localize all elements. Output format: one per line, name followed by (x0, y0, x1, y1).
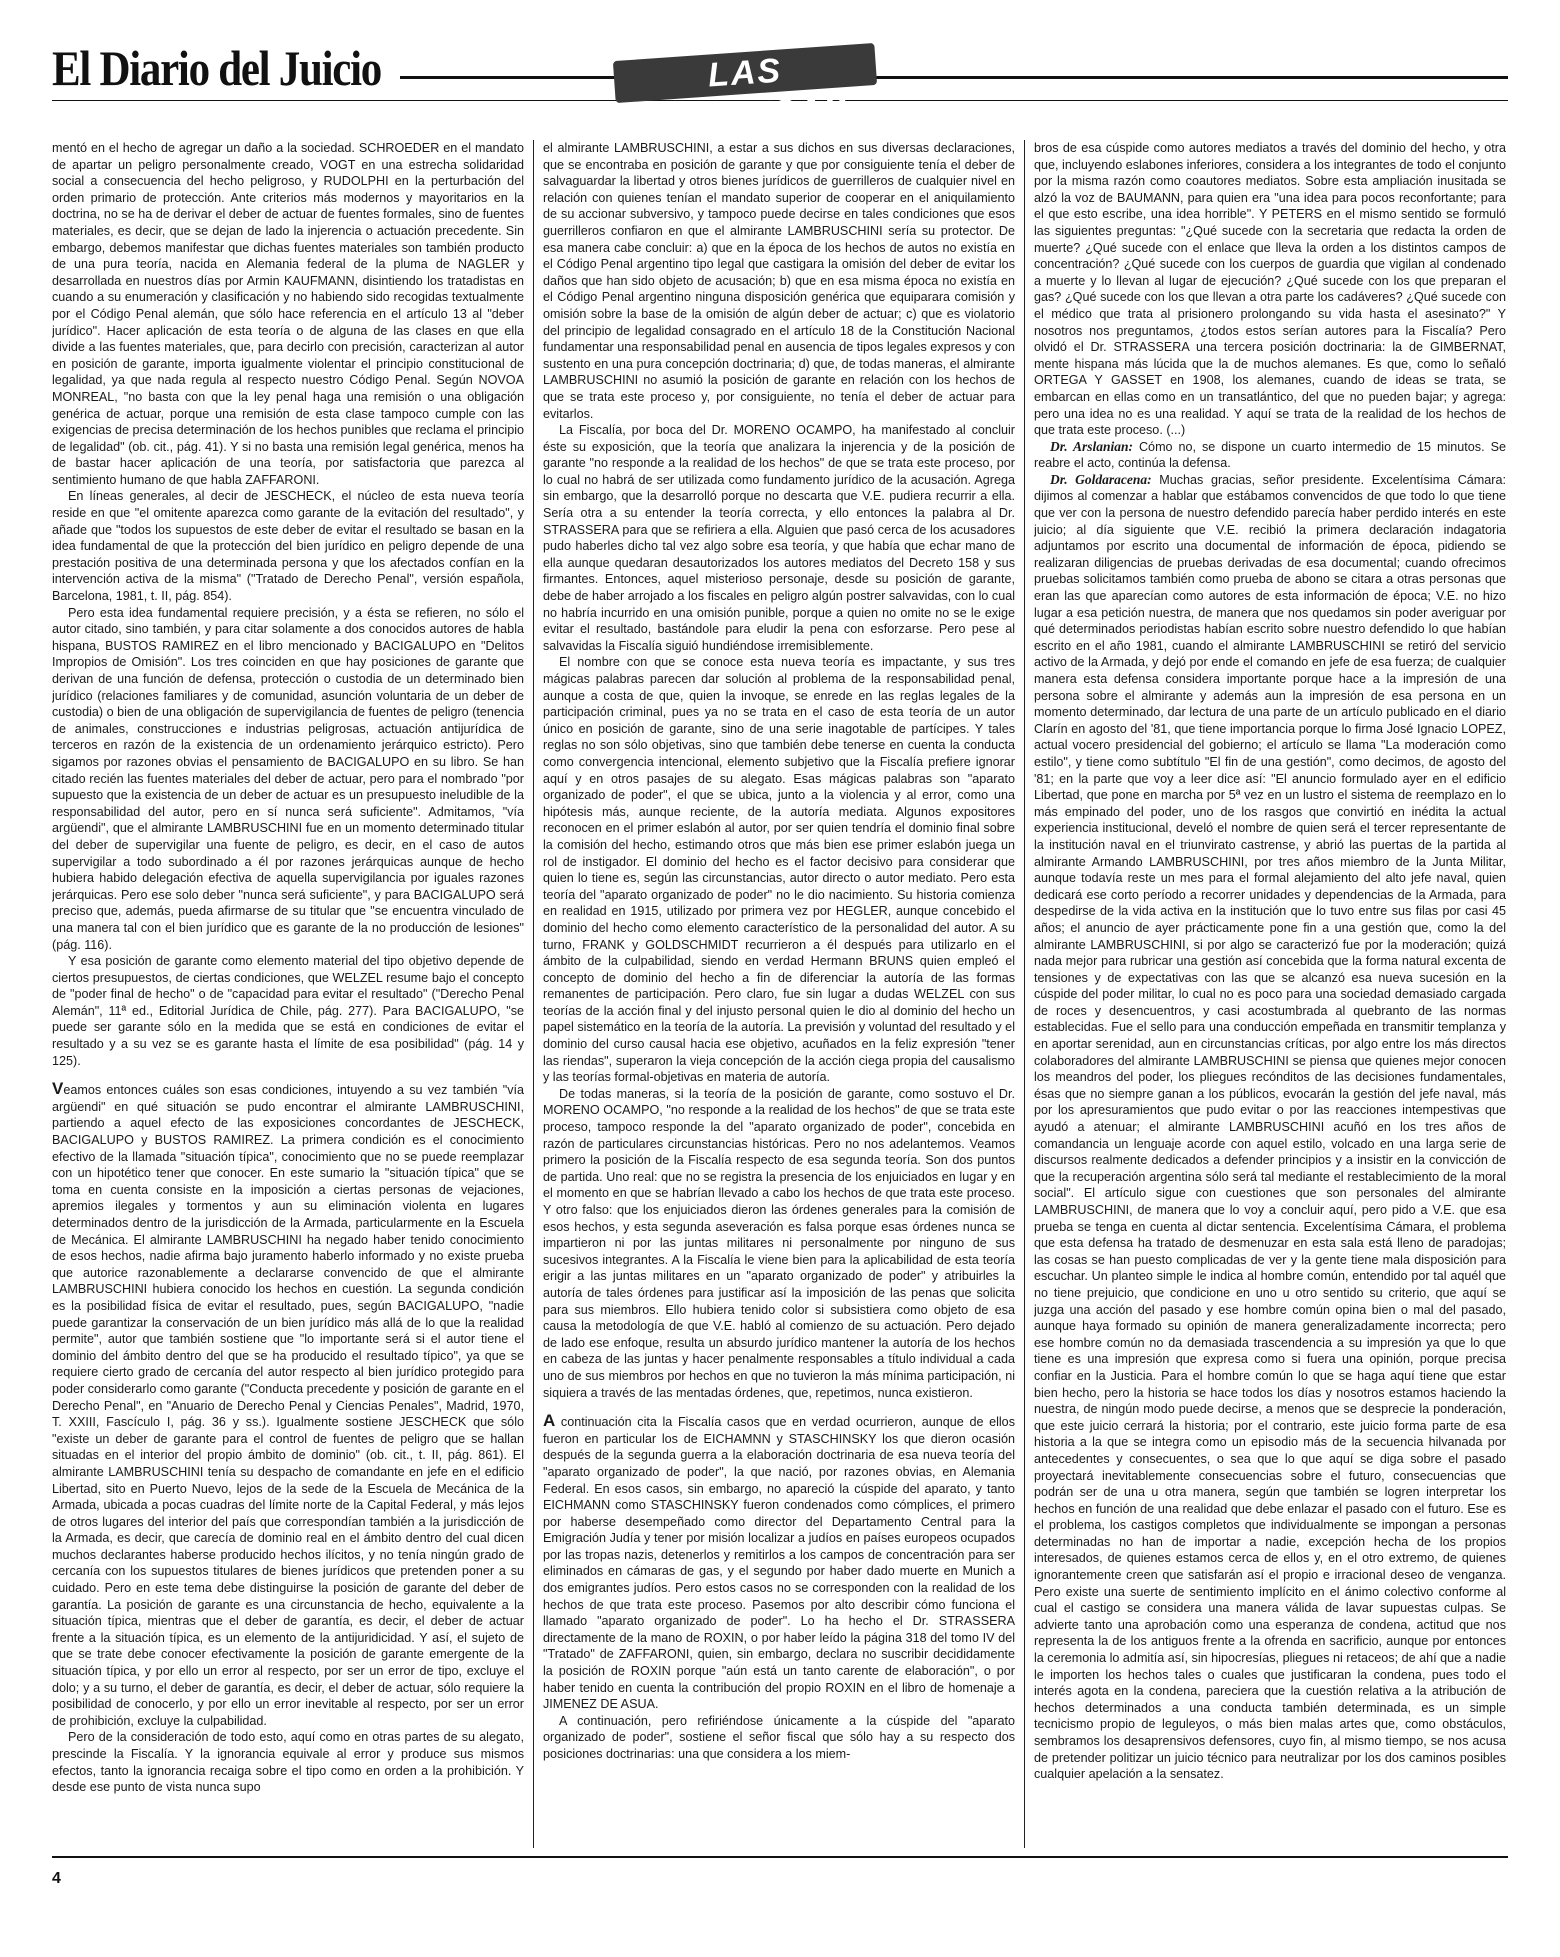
paragraph: El nombre con que se conoce esta nueva teoría es impactante, y sus tres mágicas palabras parecen dar solución al problema de la responsabilidad penal, aunque a costa de que, quien la invoque, se enrede en las reglas legales de la participación criminal, pues ya no se trata en el caso de esta teoría de un autor único en posición de garante, sino de una serie inagotable de partícipes. Y tales reglas no son sólo objetivas, sino que también debe tenerse en cuenta la conducta como convergencia intencional, elemento subjetivo que la Fiscalía prefiere ignorar aquí y en otros pasajes de su alegato. Esas mágicas palabras son "aparato organizado de poder", el que se ubica, junto a la violencia y al error, como una hipótesis más, aunque reciente, de la autoría mediata. Algunos expositores reconocen en el primer eslabón al autor, por ser quien tendría el dominio final sobre la comisión del hecho, estimando otros que más bien ese primer eslabón juega un rol de instigador. El dominio del hecho es el factor decisivo para considerar que quien lo tiene es, según las circunstancias, autor directo o autor mediato. Pero esta teoría del "aparato organizado de poder" no le dio nacimiento. Su historia comienza en realidad en 1915, utilizado por primera vez por HEGLER, aunque concebido el dominio del hecho como elemento característico de la personalidad del autor. A su turno, FRANK y GOLDSCHMIDT recurrieron a él después para utilizarlo en el ámbito de la culpabilidad, siendo en verdad Hermann BRUNS quien empleó el concepto de dominio del hecho a fin de diferenciar la autoría de las formas remanentes de participación. Pero claro, fue sin lugar a dudas WELZEL con sus teorías de la acción final y del injusto personal quien le dio al dominio del hecho un papel sistemático en la teoría de la autoría. La previsión y voluntad del resultado y el dominio del curso causal hacia ese objetivo, acuñados en la feliz expresión "tener las riendas", superaron la vieja concepción de la acción ciega propia del causalismo y las teorías formal-objetivas en materia de autoría. (543, 655, 1015, 1085)
page-number: 4 (52, 1870, 61, 1887)
paragraph: En líneas generales, al decir de JESCHECK, el núcleo de esta nueva teoría reside en que "el omitente aparezca como garante de la evitación del resultado", y añade que "todos los supuestos de este deber de evitar el resultado se basan en la idea fundamental de que la protección del bien jurídico en peligro depende de una prestación positiva de una determinada persona y que los afectados confían en la intervención activa de la misma" ("Tratado de Derecho Penal", versión española, Barcelona, 1981, t. II, pág. 854). (52, 489, 524, 604)
speaker-paragraph (1034, 439, 1506, 472)
paragraph: Pero de la consideración de todo esto, aquí como en otras partes de su alegato, prescinde la Fiscalía. Y la ignorancia equivale al error y produce sus mismos efectos, tanto la ignorancia recaiga sobre el tipo como en orden a la prohibición. Y desde ese punto de vista nunca supo (52, 1730, 524, 1795)
section-paragraph (543, 1413, 1015, 1713)
masthead-rule (400, 76, 1508, 79)
paragraph: La Fiscalía, por boca del Dr. MORENO OCAMPO, ha manifestado al concluir éste su exposición, que la teoría que analizara la injerencia y de la posición de garante "no responde a la realidad de los hechos" de que se trata este proceso, por lo cual no habrá de ser utilizada como fundamento jurídico de la acusación. Agrega sin embargo, que la desarrolló porque no descarta que V.E. pudiera recurrir a ella. Sería otra a su entender la teoría correcta, y ello entonces la palabra al Dr. STRASSERA para que se refiriera a ella. Alguien que pasó cerca de los acusadores pudo haberles dicho tal vez algo sobre esa teoría, y que había que echar mano de ella aunque quedaran desautorizados los autores mediatos del Decreto 158 y sus firmantes. Entonces, aquel misterioso personaje, desde su posición de garante, debe de haber arrojado a los fiscales en peligro algún postrer salvavidas, con lo cual no habría incurrido en una omisión punible, porque a quien no omite no se le exige evitar el resultado, bastándole para eludir la pena con esforzarse. Pero pese al salvavidas la Fiscalía siguió hundiéndose irremisiblemente. (543, 423, 1015, 653)
column-1 (52, 140, 524, 1848)
section-banner (613, 43, 877, 141)
column-divider (533, 140, 534, 1848)
paragraph: Pero esta idea fundamental requiere precisión, y a ésta se refieren, no sólo el autor citado, sino también, y para citar solamente a dos conocidos autores de habla hispana, BUSTOS RAMIREZ en el libro mencionado y BACIGALUPO en "Delitos Impropios de Omisión". Los tres coinciden en que hay posiciones de garante que derivan de una función de defensa, protección o custodia de un determinado bien jurídico (relaciones familiares y de comunidad, asunción voluntaria de un deber de custodia) o bien de una obligación de supervigilancia de fuentes de peligro (tenencia de animales, construcciones e industrias peligrosas, actuación antijurídica de terceros en razón de la existencia de un ordenamiento jerárquico estricto). Pero sigamos por razones obvias el pensamiento de BACIGALUPO en su libro. Se han citado recién las fuentes materiales del deber de actuar, pero para el nombrado "por supuesto que la existencia de un deber de actuar es un presupuesto ineludible de la responsabilidad del autor, pero en sí nunca será suficiente". Admitamos, "vía argüendi", que el almirante LAMBRUSCHINI fue en un momento determinado titular del deber de supervigilar una fuente de peligro, es decir, en el caso de autos supervigilar a todo subordinado a él por razones jerárquicas aunque de hecho hubiera habido delegación efectiva de aquella supervigilancia por iguales razones jerárquicas. Pero ese solo deber "nunca será suficiente", y para BACIGALUPO será preciso que, además, pueda afirmarse de su titular que "se encuentra vinculado de una manera tal con el bien jurídico que es garante de la no producción de lesiones" (pág. 116). (52, 605, 524, 952)
speaker-name: Dr. Arslanian: (1050, 438, 1133, 454)
speaker-name: Dr. Goldaracena: (1050, 471, 1152, 487)
paragraph-text: eamos entonces cuáles son esas condiciones, intuyendo a su vez también "vía argüendi" en qué situación se pudo encontrar el almirante LAMBRUSCHINI, partiendo a aquel efecto de las exposiciones concordantes de JESCHECK, BACIGALUPO y BUSTOS RAMIREZ. La primera condición es el conocimiento efectivo de la llamada "situación típica", conocimiento que no se puede reemplazar con un hipotético tener que conocer. En este sumario la "situación típica" que se toma en cuenta consiste en la imposición a ciertas personas de vejaciones, apremios ilegales y tormentos y aun su eliminación violenta en lugares determinados dentro de la jurisdicción de la Armada, particularmente en la Escuela de Mecánica. El almirante LAMBRUSCHINI ha negado haber tenido conocimiento de esos hechos, nadie afirma bajo juramento haberlo informado y no existe prueba que autorice razonablemente a declararse convencido de que el almirante LAMBRUSCHINI hubiera conocido los hechos en cuestión. La segunda condición es la posibilidad física de evitar el resultado, pues, según BACIGALUPO, "nadie puede garantizar la conservación de un bien jurídico más allá de lo que la realidad permite", autor que también sostiene que "lo importante será si el autor tiene el dominio del ámbito dentro del que se ha producido el resultado típico", ya que se requiere cierto grado de cercanía del autor respecto al bien jurídico protegido para poder considerarlo como garante ("Conducta precedente y posición de garante en el Derecho Penal", en "Anuario de Derecho Penal y Ciencias Penales", Madrid, 1970, T. XXIII, Fascículo I, pág. 36 y ss.). Igualmente sostiene JESCHECK que sólo "existe un deber de garante para el control de fuentes de peligro que se hallan situadas en el interior del propio ámbito de dominio" (ob. cit., t. II, pág. 861). El almirante LAMBRUSCHINI tenía su despacho de comandante en jefe en el edificio Libertad, sito en Puerto Nuevo, lejos de la sede de la Escuela de Mecánica de la Armada, ubicada a pocas cuadras del límite norte de la Capital Federal, y más lejos de otros lugares del interior del país que correspondían también a la jurisdicción de la Armada, es decir, que carecía de dominio real en el ámbito dentro del cual dicen muchos declarantes haberse producido hechos ilícitos, y no tenía ningún grado de cercanía con los supuestos titulares de bienes jurídicos que pretenden poner a su cuidado. Pero en este tema debe distinguirse la posición de garante del deber de garantía. La posición de garante es una circunstancia de hecho, equivalente a la situación típica, mientras que el deber de garantía, es decir, el deber de actuar frente a la situación típica, es un elemento de la antijuridicidad. Y así, el sujeto de que se trate debe conocer efectivamente la posición de garante emergente de la situación típica, y por ello un error al respecto, por ser un error de tipo, excluye el dolo; y a su turno, el deber de garantía, es decir, el deber de actuar, sólo requiere la posibilidad de conocerlo, y por ello un error inevitable al respecto, por ser un error de prohibición, excluye la culpabilidad. (52, 1083, 524, 1728)
paragraph: mentó en el hecho de agregar un daño a la sociedad. SCHROEDER en el mandato de apartar un peligro personalmente creado, VOGT en una estrecha solidaridad social a consecuencia del hecho peligroso, y RUDOLPHI en la perturbación del orden primario de protección. Ante criterios más modernos y mayoritarios en la doctrina, no se ha de derivar el deber de actuar de fuentes formales, sino de fuentes materiales, es decir, que se dejan de lado la injerencia o actuación precedente. Sin embargo, debemos manifestar que dichas fuentes materiales son también producto de una pura teoría, nacida en Alemania federal de la pluma de NAGLER y desarrollada en nuestros días por Armin KAUFMANN, disintiendo los tratadistas en cuando a su enumeración y clasificación y no habiendo sido recogidas textualmente por el Código Penal alemán, que sólo hace referencia en el artículo 13 al "deber jurídico". Hacer aplicación de esta teoría o de alguna de las clases en que ella divide a las fuentes materiales, que, para decirlo con precisión, caracterizan al autor en posición de garante, importa igualmente violentar el principio constitucional de legalidad, ya que nada regula al respecto nuestro Código Penal. Según NOVOA MONREAL, "no basta con que la ley penal haga una remisión o una obligación genérica de actuar, porque una remisión de esta clase tampoco cumple con las exigencias de precisa determinación de los hechos punibles que reclama el principio de legalidad" (ob. cit., pág. 41). Y si no basta una remisión legal genérica, menos ha de bastar hacer aplicación de una teoría, por satisfactoria que parezca al sentimiento humano de que habla ZAFFARONI. (52, 141, 524, 487)
section-paragraph (52, 1081, 524, 1729)
paragraph: A continuación, pero refiriéndose únicamente a la cúspide del "aparato organizado de poder", sostiene el señor fiscal que sólo hay a su respecto dos posiciones doctrinarias: una que considera a los miem- (543, 1713, 1015, 1761)
paragraph: De todas maneras, si la teoría de la posición de garante, como sostuvo el Dr. MORENO OCAMPO, "no responde a la realidad de los hechos" de que se trata este proceso, tampoco responde la del "aparato organizado de poder", concebida en razón de particulares circunstancias históricas. Pero no nos adelantemos. Veamos primero la posición de la Fiscalía respecto de esa segunda teoría. Son dos puntos de partida. Uno real: que no se registra la presencia de los enjuiciados en lugar y en el momento en que se habrían llevado a cabo los hechos de que trata este proceso. Y otro falso: que los enjuiciados dieron las órdenes generales para la comisión de esos hechos, y esta segunda aseveración es falsa porque esas órdenes nunca se impartieron ni por las juntas militares ni personalmente por ninguno de sus sucesivos integrantes. A la Fiscalía le viene bien para la aplicabilidad de esta teoría erigir a las juntas militares en un "aparato organizado de poder" y atribuirles la autoría de tales órdenes para justificar así la imposición de las penas que solicita para sus miembros. Ello hubiera tenido color si subsistiera como objeto de esa causa la metodología de que V.E. habló al comienzo de su actuación. Pero dejado de lado ese enfoque, resulta un absurdo jurídico mantener la autoría de los hechos en cabeza de las juntas y hacer penalmente responsables a título individual a cada uno de sus miembros por hechos en que no tuvieron la más mínima participación, ni siquiera a través de las mentadas órdenes, que, repetimos, nunca existieron. (543, 1086, 1015, 1400)
column-3 (1034, 140, 1506, 1848)
paragraph-text: continuación cita la Fiscalía casos que en verdad ocurrieron, aunque de ellos fueron en particular los de EICHAMNN y STASCHINSKY los que dieron ocasión después de la segunda guerra a la elaboración doctrinaria de esa nueva teoría del "aparato organizado de poder", la que nació, por razones obvias, en Alemania Federal. En esos casos, sin embargo, no apareció la cúspide del aparato, y tanto EICHMANN como STASCHINSKY fueron condenados como cómplices, el primero por haberse desempeñado como director del Departamento Central para la Emigración Judía y tener por misión localizar a judíos en países europeos ocupados por las tropas nazis, detenerlos y remitirlos a los campos de concentración para ser eliminados en cámaras de gas, y el segundo por haber dado muerte en Munich a dos emigrantes judíos. Pero estos casos no se corresponden con la realidad de los hechos de que trata este proceso. Pasemos por alto describir cómo funciona el llamado "aparato organizado de poder". Lo ha hecho el Dr. STRASSERA directamente de la mano de ROXIN, o por haber leído la página 318 del tomo IV del "Tratado" de ZAFFARONI, quien, sin embargo, declara no suscribir decididamente la posición de ROXIN porque "aún está un tanto carente de elaboración", o por haber tenido en cuenta la contribución del propio ROXIN en el libro de homenaje a JIMENEZ DE ASUA. (543, 1415, 1015, 1712)
paragraph: el almirante LAMBRUSCHINI, a estar a sus dichos en sus diversas declaraciones, que se encontraba en posición de garante y que por consiguiente tenía el deber de salvaguardar la libertad y otros bienes jurídicos de guerrilleros de cualquier nivel en relación con quienes tenían el mandato superior de cooperar en el aniquilamiento de su accionar subversivo, y tampoco puede decirse en tales condiciones que esos guerrilleros confiaron en que el almirante LAMBRUSCHINI sería su protector. De esa manera cabe concluir: a) que en la época de los hechos de autos no existía en el Código Penal argentino tipo legal que castigara la omisión del deber de evitar los daños que han sido objeto de acusación; b) que en esa misma época no existía en el Código Penal argentino ninguna disposición genérica que equiparara comisión y omisión sobre la base de la omisión de algún deber de actuar; c) que es violatorio del principio de legalidad consagrado en el artículo 18 de la Constitución Nacional fundamentar una responsabilidad penal en ausencia de tipos legales expresos y con sustento en una pura concepción doctrinaria; d) que, de todas maneras, el almirante LAMBRUSCHINI no asumió la posición de garante en relación con los hechos de que se trata este proceso y, por consiguiente, no tenía el deber de actuar para evitarlos. (543, 141, 1015, 421)
masthead (52, 34, 1508, 141)
paragraph: Y esa posición de garante como elemento material del tipo objetivo depende de ciertos presupuestos, de ciertas condiciones, que WELZEL resume bajo el concepto de "poder final de hecho" o de "capacidad para evitar el resultado" ("Derecho Penal Alemán", 11ª ed., Editorial Jurídica de Chile, pág. 277). Para BACIGALUPO, "se puede ser garante sólo en la medida que se está en condiciones de evitar el resultado y a su vez se es garante hasta el límite de esa posibilidad" (pág. 14 y 125). (52, 954, 524, 1068)
newspaper-title: El Diario del Juicio (52, 40, 381, 96)
footer-rule (52, 1856, 1508, 1858)
article-columns (52, 140, 1508, 1848)
column-2 (543, 140, 1015, 1848)
column-divider (1024, 140, 1025, 1848)
paragraph-text: Cómo no, se dispone un cuarto intermedio de 15 minutos. Se reabre el acto, continúa la defensa. (1034, 439, 1506, 471)
section-banner-label: LAS DEFENSAS (646, 51, 850, 141)
speaker-paragraph (1034, 472, 1506, 1783)
drop-cap: V (52, 1079, 64, 1099)
drop-cap: A (543, 1411, 556, 1431)
paragraph: bros de esa cúspide como autores mediatos a través del dominio del hecho, y otra que, incluyendo eslabones inferiores, considera a los integrantes de todo el conjunto por la misma razón como coautores mediatos. Sobre esta ampliación inusitada se alzó la voz de BAUMANN, para quien era "una idea para pocos reconfortante; para el que esto escribe, una idea horrible". Y PETERS en el mismo sentido se formuló las siguientes preguntas: "¿Qué sucede con la secretaria que redacta la orden de muerte? ¿Qué sucede con el enlace que lleva la orden a los distintos campos de concentración? ¿Qué sucede con los cuerpos de guardia que vigilan al condenado a muerte y lo llevan al lugar de ejecución? ¿Qué sucede con los que preparan el gas? ¿Qué sucede con los que llevan a otra parte los cadáveres? ¿Qué sucede con el médico que trata al prisionero prolongando su vida hasta el asesinato?" Y nosotros nos preguntamos, ¿todos estos serían autores para la Fiscalía? Pero olvidó el Dr. STRASSERA una tercera posición doctrinaria: la de GIMBERNAT, mente hispana más lúcida que la de muchos alemanes. Es que, como lo señaló ORTEGA Y GASSET en 1908, los alemanes, cuando de ideas se trata, se embarcan en ellas como en un transatlántico, del que no pueden bajar; y agrega: pero una idea no es una realidad. Y aquí se trata de la realidad de los hechos de que trata este proceso. (...) (1034, 141, 1506, 438)
paragraph-text: Muchas gracias, señor presidente. Excelentísima Cámara: dijimos al comenzar a hablar que estábamos convencidos de que todo lo que tiene que ver con la persona de nuestro defendido parecía haber perdido interés en este juicio; al día siguiente que V.E. recibió la primera declaración indagatoria adjuntamos por escrito una documental de información de época, pidiendo se realizaran diligencias de pruebas derivadas de esa documental; cuando ofrecimos pruebas solicitamos también como prueba de abono se citara a otras personas que eran las que aparecían como autores de esta información de época; V.E. no hizo lugar a esa petición nuestra, de manera que nos quedamos sin poder averiguar por qué determinados periodistas habían escrito sobre nuestro defendido lo que habían escrito en el año 1981, cuando el almirante LAMBRUSCHINI se retiró del servicio activo de la Armada, y dejó por ende el comando en jefe de esa fuerza; de cualquier manera esta defensa considera importante porque hace a la impresión de una persona sobre el almirante y además aun la impresión de esa persona en un momento determinado, dar lectura de una parte de un artículo publicado en el diario Clarín en agosto del '81, que tiene importancia porque lo firma José Ignacio LOPEZ, actual vocero presidencial del gobierno; el artículo se llama "La moderación como estilo", y tiene como subtítulo "El fin de una gestión", como decimos, de agosto del '81; en la parte que voy a leer dice así: "El anuncio formulado ayer en el edificio Libertad, que pone en marcha por 5ª vez en un lustro el sistema de reemplazo en lo más empinado del poder, uno de los rasgos que convirtió en inédita la actual experiencia institucional, develó el nombre de quien será el tercer representante de la institución naval en el triunvirato castrense, y abrió las puertas de la partida al almirante Armando LAMBRUSCHINI, por tres años miembro de la Junta Militar, aunque todavía reste un mes para el formal alejamiento del alto jefe naval, quien dedicará ese corto período a recorrer unidades y dependencias de la Armada, para despedirse de la vida activa en la institución que lo tuvo entre sus filas por casi 45 años; el anuncio de ayer prácticamente pone fin a una gestión que, como la del almirante LAMBRUSCHINI, si por algo se caracterizó fue por la moderación; quizá nada mejor para rubricar una gestión así concebida que la forma natural excenta de tensiones y de expectativas con las que se alcanzó esa nueva sucesión en la cúspide del poder militar, lo cual no es poco para una sociedad demasiado cargada de roces y desencuentros, y casi acostumbrada al quebranto de las normas establecidas. Fue el sello para una conducción empeñada en transmitir templanza y en aportar serenidad, aun en circunstancias críticas, por algo entre los más directos colaboradores del almirante LAMBRUSCHINI se piensa que quienes mejor conocen los meandros del poder, los pliegues recónditos de las decisiones fundamentales, ésas que no siempre ganan a los públicos, evocarán la gestión del jefe naval, más por los apresuramientos que pudo evitar o por las reacciones intempestivas que ayudó a atenuar; el almirante LAMBRUSCHINI acuñó en los tres años de comandancia un lenguaje acorde con aquel estilo, volcado en una larga serie de discursos realmente dedicados a defender principios y a insistir en la convicción de que la recuperación argentina sólo será tal mediante el restablecimiento de la moral social". El artículo sigue con cuestiones que son personales del almirante LAMBRUSCHINI, de manera que lo voy a concluir aquí, pero pido a V.E. que esa prueba se tenga en cuenta al dictar sentencia. Excelentísima Cámara, el problema que esta defensa ha tratado de desmenuzar en esta sala está lleno de paradojas; las cosas se han puesto complicadas de ver y la gente tiene mala disposición para escuchar. Un planteo simple le indica al hombre común, entendido por tal aquél que no tiene prejuicio, que condicione en uno u otro sentido su criterio, que aquí se juzga una acción del pasado y ese hombre común opina bien o mal del pasado, aunque haya formado su opinión de manera generalizadamente incorrecta; pero ese hombre común no da demasiada trascendencia a su impresión ya que lo que tiene es una impresión que expresa como si fuera una opinión, porque precisa confiar en la Justicia. Para el hombre común lo que se haga aquí tiene que estar bien hecho, pero la historia se hace todos los días y nosotros estamos haciendo la nuestra, de ningún modo puede decirse, a menos que se desprecie la ponderación, que este juicio cerrará la historia; por el contrario, este juicio forma parte de esa historia a la que se integra como un episodio más de la secuencia hilvanada por antecedentes y consecuentes, o sea que lo que aquí se diga sobre el pasado proyectará inevitablemente consecuencias sobre el futuro, consecuencias que podrán ser de una u otra manera, según que también se logren interpretar los hechos en función de una realidad que debe enlazar el pasado con el futuro. Ese es el problema, los castigos completos que individualmente se impongan a personas determinadas no han de importar a nadie, excepción hecha de los propios interesados, de quienes estamos cerca de ellos y, en el otro extremo, de quienes ignorantemente creen que satisfarán así el propio e irracional deseo de venganza. Pero existe una suerte de sentimiento implícito en el ánimo colectivo conforme al cual el castigo se considera una manera válida de lavar supuestas culpas. Se advierte tanto una aprobación como una esperanza de condena, actitud que nos representa la de los antiguos frente a la ofrenda en sacrificio, aunque por entonces la ceremonia lo admitía así, sin hipocresías, pliegues ni retaceos; de ahí que a nadie le importen los hechos tales o cuales que justificaran la condena, pues todo el interés agota en la condena, pareciera que la cuestión relativa a la atribución de hechos determinados a una conducta también determinada, es un simple tecnicismo propio de leguleyos, o más bien malas artes que, como obstáculos, sembramos los desaprensivos defensores, cuyo fin, al mismo tiempo, se nos acusa de pretender politizar un juicio técnico para neutralizar por los dos caminos posibles cualquier apelación a la sensatez. (1034, 472, 1506, 1782)
